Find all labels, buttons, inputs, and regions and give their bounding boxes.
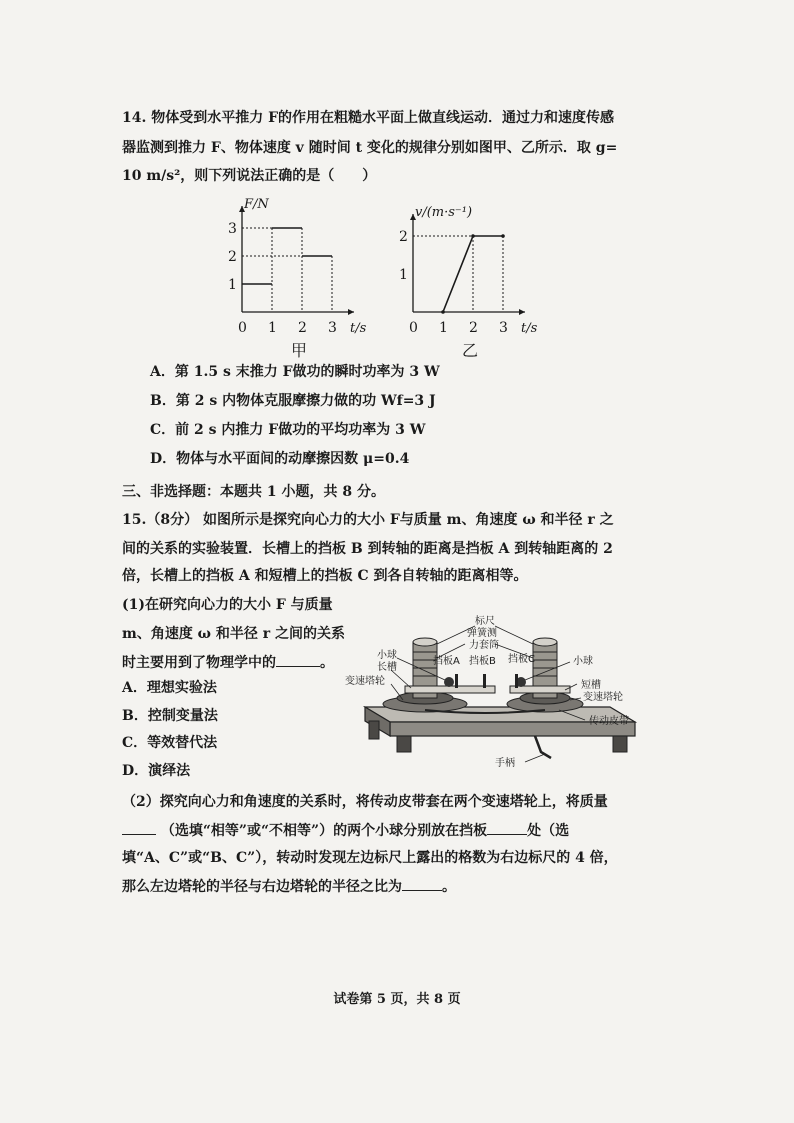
x-tick-label: 1 (439, 320, 448, 336)
chart-velocity-time (395, 192, 545, 362)
q15-part2-line1: （2）探究向心力和角速度的关系时，将传动皮带套在两个变速塔轮上，将质量 (122, 794, 608, 810)
q15-part2-line2-text: （选填“相等”或“不相等”）的两个小球分别放在挡板 (160, 823, 488, 839)
q15-part1-end: 。 (320, 655, 334, 671)
label-pidai: 传动皮带 (589, 716, 629, 727)
label-talun-right: 变速塔轮 (583, 692, 623, 703)
q15-part1-line3 (122, 652, 334, 673)
q14-line1: 14. 物体受到水平推力 F的作用在粗糙水平面上做直线运动．通过力和速度传感 (122, 110, 615, 126)
x-tick-label: 3 (328, 320, 337, 336)
x-tick-label: 1 (268, 320, 277, 336)
q15-part2-line3: 填“A、C”或“B、C”），转动时发现左边标尺上露出的格数为右边标尺的 4 倍， (122, 850, 618, 866)
label-shoubing: 手柄 (495, 758, 515, 769)
answer-blank-3[interactable] (487, 820, 527, 835)
x-tick-label: 2 (469, 320, 478, 336)
q14-line3: 10 m/s²，则下列说法正确的是（ ） (122, 168, 377, 184)
q14-option-c: C．前 2 s 内推力 F做功的平均功率为 3 W (150, 422, 426, 438)
x-axis-label: t/s (521, 321, 538, 336)
q14-option-b: B．第 2 s 内物体克服摩擦力做的功 Wf=3 J (150, 393, 436, 409)
q15-option-d: D．演绎法 (122, 763, 191, 779)
y-tick-label: 2 (399, 229, 408, 245)
q15-part1-line2: m、角速度 ω 和半径 r 之间的关系 (122, 626, 346, 642)
y-tick-label: 3 (228, 221, 237, 237)
q15-part2-line4 (122, 876, 456, 897)
x-tick-label: 0 (409, 320, 418, 336)
y-tick-label: 1 (399, 267, 408, 283)
label-dangban-c: 挡板C (508, 654, 535, 665)
q15-line3: 倍，长槽上的挡板 A 和短槽上的挡板 C 到各自转轴的距离相等。 (122, 568, 528, 584)
label-changcao: 长槽 (377, 662, 397, 673)
label-dangban-a: 挡板A (433, 656, 460, 667)
q15-line1: 15.（8分） 如图所示是探究向心力的大小 F与质量 m、角速度 ω 和半径 r 之 (122, 512, 614, 528)
x-axis-arrow (519, 309, 525, 315)
data-point (471, 234, 475, 238)
label-xiaoqiu-left: 小球 (377, 650, 397, 661)
y-axis-label: v/(m·s⁻¹) (415, 205, 473, 220)
centripetal-force-apparatus (345, 612, 660, 772)
q14-option-d: D．物体与水平面间的动摩擦因数 μ=0.4 (150, 451, 410, 467)
velocity-segment-1 (443, 236, 473, 312)
data-point (501, 234, 505, 238)
label-xiaoqiu-right: 小球 (573, 656, 593, 667)
label-duancao: 短槽 (581, 680, 601, 691)
label-tanhuang-1: 弹簧测 (467, 628, 497, 639)
y-tick-label: 1 (228, 277, 237, 293)
section-three-heading: 三、非选择题：本题共 1 小题，共 8 分。 (122, 484, 385, 500)
answer-blank-1[interactable] (276, 652, 320, 667)
data-point (441, 310, 445, 314)
q15-option-a: A．理想实验法 (122, 680, 217, 696)
label-dangban-b: 挡板B (469, 656, 496, 667)
q15-part1-text: 时主要用到了物理学中的 (122, 655, 276, 671)
y-axis-label: F/N (244, 197, 269, 212)
label-talun-left: 变速塔轮 (345, 676, 385, 687)
label-biaochi: 标尺 (475, 616, 495, 627)
q14-option-a: A．第 1.5 s 末推力 F做功的瞬时功率为 3 W (150, 364, 440, 380)
y-tick-label: 2 (228, 249, 237, 265)
q15-part1-line1: (1)在研究向心力的大小 F 与质量 (122, 597, 333, 613)
answer-blank-4[interactable] (402, 876, 442, 891)
q15-part2-line2-end: 处（选 (527, 823, 570, 839)
x-tick-label: 2 (298, 320, 307, 336)
x-axis-label: t/s (350, 321, 367, 336)
q15-part2-line2 (122, 820, 569, 841)
q14-line2: 器监测到推力 F、物体速度 v 随时间 t 变化的规律分别如图甲、乙所示．取 g= (122, 140, 618, 156)
chart-caption: 甲 (291, 341, 308, 360)
q15-part2-line4-text: 那么左边塔轮的半径与右边塔轮的半径之比为 (122, 879, 402, 895)
page-footer: 试卷第 5 页，共 8 页 (333, 992, 461, 1007)
answer-blank-2[interactable] (122, 820, 156, 835)
chart-caption: 乙 (462, 341, 479, 360)
x-axis-arrow (348, 309, 354, 315)
x-tick-label: 0 (238, 320, 247, 336)
chart-force-time (220, 192, 380, 362)
label-tanhuang-2: 力套筒 (469, 640, 499, 651)
q15-option-c: C．等效替代法 (122, 735, 218, 751)
x-tick-label: 3 (499, 320, 508, 336)
q15-part2-line4-end: 。 (442, 879, 456, 895)
q15-line2: 间的关系的实验装置．长槽上的挡板 B 到转轴的距离是挡板 A 到转轴距离的 2 (122, 541, 613, 557)
q15-option-b: B．控制变量法 (122, 708, 218, 724)
